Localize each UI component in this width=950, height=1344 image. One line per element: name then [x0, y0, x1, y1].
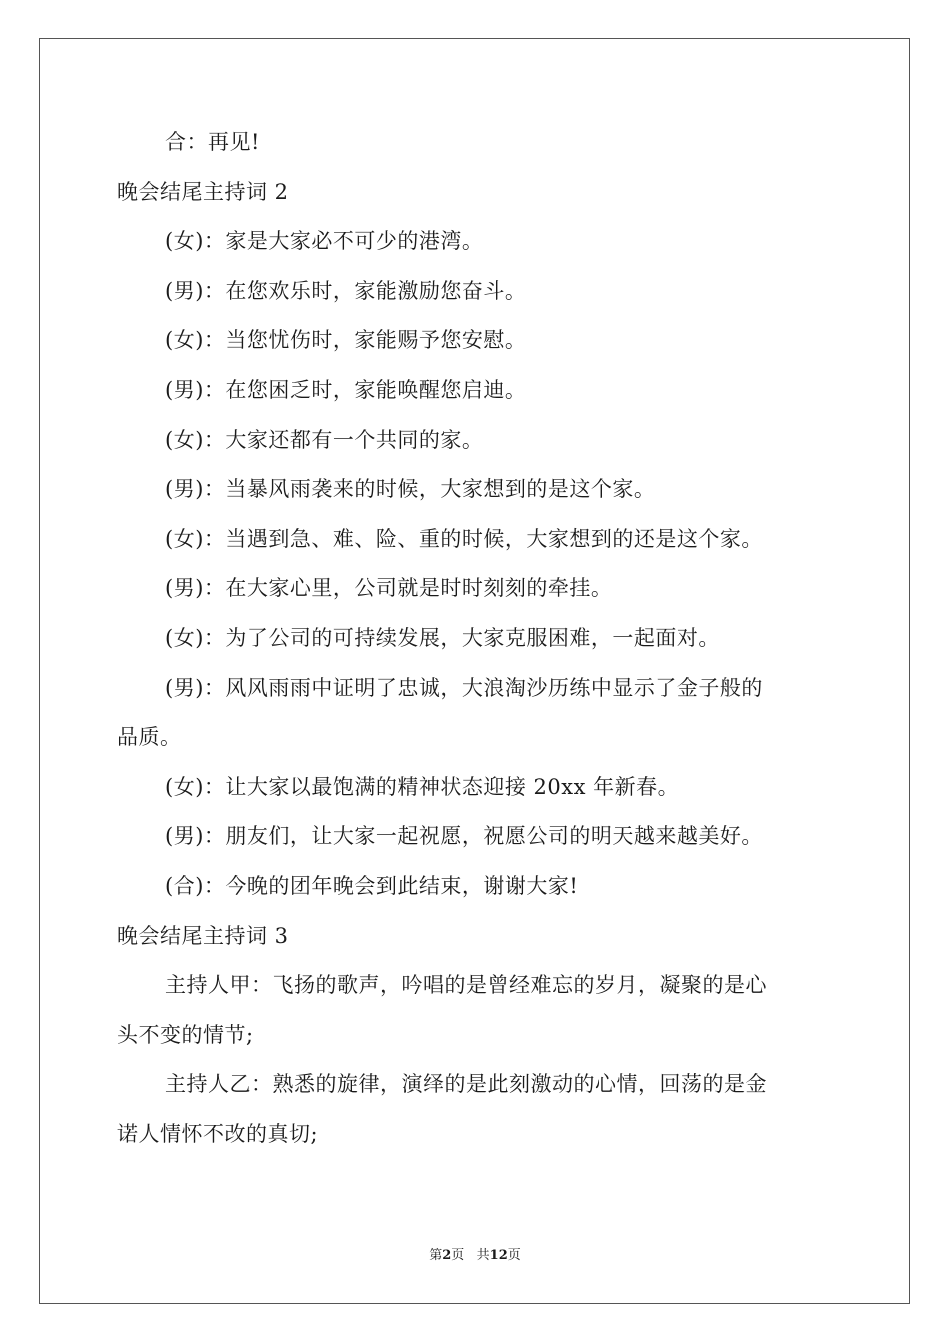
paragraph-line: 头不变的情节;	[117, 1022, 254, 1047]
paragraph-line: (女)：当遇到急、难、险、重的时候，大家想到的还是这个家。	[165, 526, 763, 551]
section-heading: 晚会结尾主持词 3	[117, 923, 289, 948]
paragraph-line: (女)：大家还都有一个共同的家。	[165, 427, 484, 452]
paragraph-line: 主持人乙：熟悉的旋律，演绎的是此刻激动的心情，回荡的是金	[165, 1072, 767, 1097]
paragraph-line: (女)：为了公司的可持续发展，大家克服困难，一起面对。	[165, 625, 720, 650]
paragraph-line: (女)：家是大家必不可少的港湾。	[165, 229, 484, 254]
footer-middle: 页 共	[451, 1248, 490, 1263]
total-pages-number: 12	[489, 1248, 508, 1263]
current-page-number: 2	[442, 1248, 452, 1263]
paragraph-line: 合：再见!	[165, 130, 260, 154]
paragraph-line: (男)：在您欢乐时，家能激励您奋斗。	[165, 278, 527, 303]
paragraph-line: (男)：风风雨雨中证明了忠诚，大浪淘沙历练中显示了金子般的	[165, 675, 763, 700]
paragraph-line: 主持人甲：飞扬的歌声，吟唱的是曾经难忘的岁月，凝聚的是心	[165, 973, 767, 998]
paragraph-line: 诺人情怀不改的真切;	[117, 1121, 319, 1146]
paragraph-line: (女)：当您忧伤时，家能赐予您安慰。	[165, 328, 527, 353]
paragraph-line: (男)：在大家心里，公司就是时时刻刻的牵挂。	[165, 576, 613, 601]
footer-prefix: 第	[429, 1248, 443, 1263]
paragraph-line: (男)：朋友们，让大家一起祝愿，祝愿公司的明天越来越美好。	[165, 824, 763, 849]
page-footer	[0, 1248, 950, 1264]
paragraph-line: (男)：当暴风雨袭来的时候，大家想到的是这个家。	[165, 477, 656, 502]
footer-suffix: 页	[507, 1248, 521, 1263]
document-body	[117, 130, 837, 1171]
section-heading: 晚会结尾主持词 2	[117, 179, 289, 204]
paragraph-line: (合)：今晚的团年晚会到此结束，谢谢大家!	[165, 873, 579, 898]
paragraph-line: (男)：在您困乏时，家能唤醒您启迪。	[165, 377, 527, 402]
paragraph-line: (女)：让大家以最饱满的精神状态迎接 20xx 年新春。	[165, 774, 680, 799]
paragraph-line: 品质。	[117, 725, 182, 750]
